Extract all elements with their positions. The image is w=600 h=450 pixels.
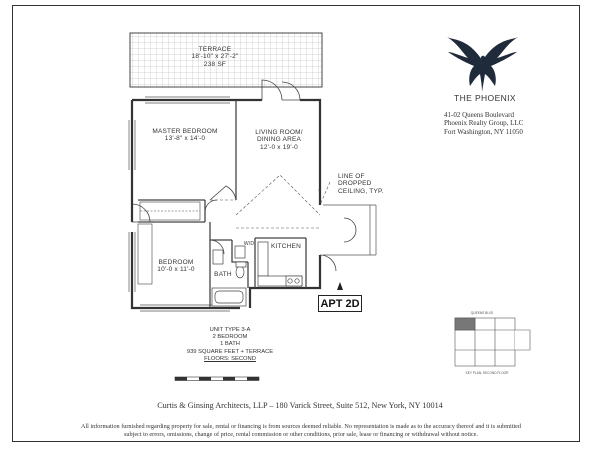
terrace-dims: 18'-10" x 27'-2" (191, 53, 239, 61)
unit-floors: FLOORS: SECOND (204, 355, 256, 362)
dropped-ceiling-line2: DROPPED (338, 180, 372, 188)
phoenix-bird-logo (447, 37, 518, 92)
bedroom-name: BEDROOM (158, 259, 194, 266)
living-room-dims: 12'-0 x 19'-0 (260, 143, 298, 151)
unit-bedrooms: 2 BEDROOM (212, 334, 248, 341)
address-line2: Phoenix Realty Group, LLC (444, 119, 524, 128)
bedroom-dims: 10'-0 x 11'-0 (157, 266, 195, 274)
master-bedroom-dims: 13'-8" x 14'-0 (164, 135, 206, 143)
living-room-name: LIVING ROOM/ (255, 129, 303, 136)
key-plan-bottom-label: KEY PLAN: SECOND FLOOR (465, 371, 509, 375)
master-bedroom-label (145, 128, 225, 143)
terrace-name: TERRACE (198, 46, 232, 53)
dropped-ceiling-line3: CEILING, TYP. (338, 187, 384, 195)
architects-credit: Curtis & Ginsing Architects, LLP – 180 Varick Street, Suite 512, New York, NY 10014 (157, 401, 443, 410)
apartment-label: APT 2D (318, 295, 362, 312)
building-name: THE PHOENIX (453, 93, 517, 103)
dropped-ceiling-lines (210, 175, 330, 228)
living-room-label (240, 129, 318, 151)
unit-bath: 1 BATH (220, 341, 240, 348)
disclaimer (28, 423, 574, 439)
wd-label: W/D (243, 241, 255, 247)
terrace-area-text: 238 SF (203, 60, 227, 68)
north-arrow-icon (337, 282, 343, 290)
address-line3: Fort Washington, NY 11050 (444, 127, 523, 136)
scale-bar (175, 377, 259, 381)
building-address (444, 111, 574, 136)
address-line1: 41-02 Queens Boulevard (444, 111, 514, 119)
unit-area: 939 SQUARE FEET + TERRACE (186, 348, 274, 355)
bath-label: BATH (214, 271, 232, 278)
unit-info (180, 327, 280, 363)
kitchen-label: KITCHEN (271, 243, 301, 250)
unit-type: UNIT TYPE 3-A (209, 327, 251, 333)
key-plan-top-label: QUEENS BLVD (470, 311, 494, 315)
bedroom-label (148, 259, 204, 274)
disclaimer-line2: subject to errors, omissions, change of price, rental commission or other conditions, prior sale, lease or financing or withdrawal without notice. (124, 430, 478, 438)
living-room-name2: DINING AREA (256, 136, 302, 144)
dropped-ceiling-note (338, 173, 386, 195)
disclaimer-line1: All information furnished regarding property for sale, rental or financing is from sources deemed reliable. No representation is made as to the accuracy thereof and it is submitted (80, 423, 522, 430)
terrace-label (170, 46, 260, 68)
key-plan (455, 318, 530, 366)
dropped-ceiling-line1: LINE OF (338, 173, 365, 180)
master-bedroom-name: MASTER BEDROOM (152, 128, 218, 135)
